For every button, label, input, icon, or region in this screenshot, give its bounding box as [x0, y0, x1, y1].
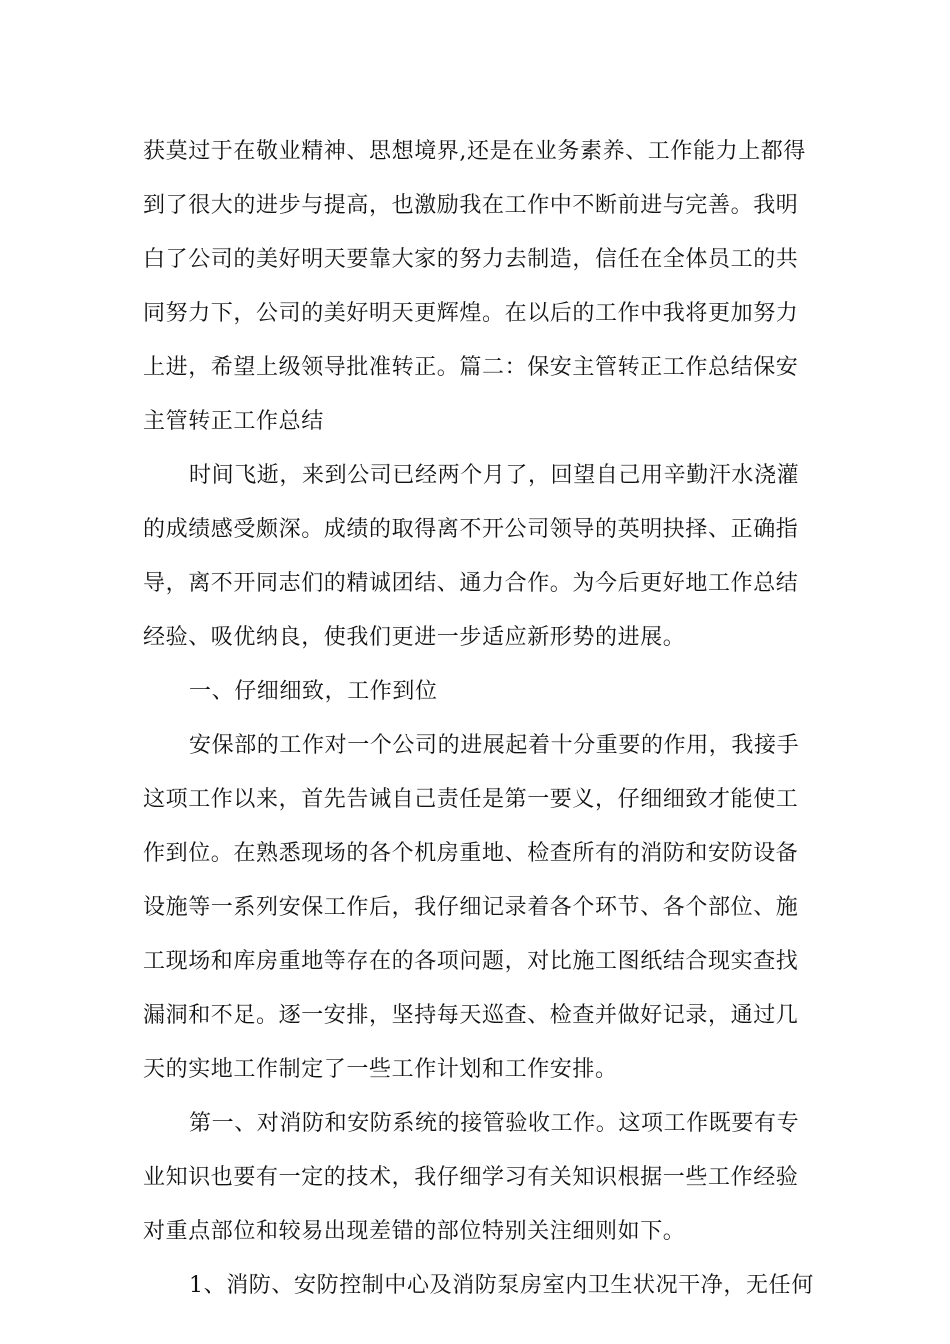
paragraph-5-line-3: 对重点部位和较易出现差错的部位特别关注细则如下。 — [143, 1219, 686, 1244]
paragraph-1-line-4: 同努力下，公司的美好明天更辉煌。在以后的工作中我将更加努力 — [143, 301, 799, 326]
paragraph-1-line-5: 上进，希望上级领导批准转正。篇二：保安主管转正工作总结保安 — [143, 355, 799, 380]
paragraph-4-line-5: 工现场和库房重地等存在的各项问题，对比施工图纸结合现实查找 — [143, 949, 799, 974]
paragraph-6-line-1: 1、消防、安防控制中心及消防泵房室内卫生状况干净，无任何 — [189, 1273, 814, 1298]
paragraph-4-line-1: 安保部的工作对一个公司的进展起着十分重要的作用，我接手 — [189, 733, 800, 758]
paragraph-2-line-3: 导，离不开同志们的精诚团结、通力合作。为今后更好地工作总结 — [143, 571, 799, 596]
paragraph-1-line-2: 到了很大的进步与提高，也激励我在工作中不断前进与完善。我明 — [143, 193, 799, 218]
paragraph-1-line-3: 白了公司的美好明天要靠大家的努力去制造，信任在全体员工的共 — [143, 247, 799, 272]
paragraph-2-line-1: 时间飞逝，来到公司已经两个月了，回望自己用辛勤汗水浇灌 — [189, 463, 800, 488]
paragraph-4-line-4: 设施等一系列安保工作后，我仔细记录着各个环节、各个部位、施 — [143, 895, 799, 920]
paragraph-4-line-7: 天的实地工作制定了一些工作计划和工作安排。 — [143, 1057, 618, 1082]
paragraph-4-line-3: 作到位。在熟悉现场的各个机房重地、检查所有的消防和安防设备 — [143, 841, 799, 866]
paragraph-5-line-2: 业知识也要有一定的技术，我仔细学习有关知识根据一些工作经验 — [143, 1165, 799, 1190]
paragraph-5-line-1: 第一、对消防和安防系统的接管验收工作。这项工作既要有专 — [189, 1111, 800, 1136]
paragraph-2-line-4: 经验、吸优纳良，使我们更进一步适应新形势的进展。 — [143, 625, 686, 650]
paragraph-1-line-6: 主管转正工作总结 — [143, 409, 324, 434]
paragraph-2-line-2: 的成绩感受颇深。成绩的取得离不开公司领导的英明抉择、正确指 — [143, 517, 799, 542]
section-heading: 一、仔细细致，工作到位 — [189, 679, 438, 704]
paragraph-1-line-1: 获莫过于在敬业精神、思想境界,还是在业务素养、工作能力上都得 — [143, 139, 806, 164]
paragraph-4-line-2: 这项工作以来，首先告诫自己责任是第一要义，仔细细致才能使工 — [143, 787, 799, 812]
paragraph-4-line-6: 漏洞和不足。逐一安排，坚持每天巡查、检查并做好记录，通过几 — [143, 1003, 799, 1028]
